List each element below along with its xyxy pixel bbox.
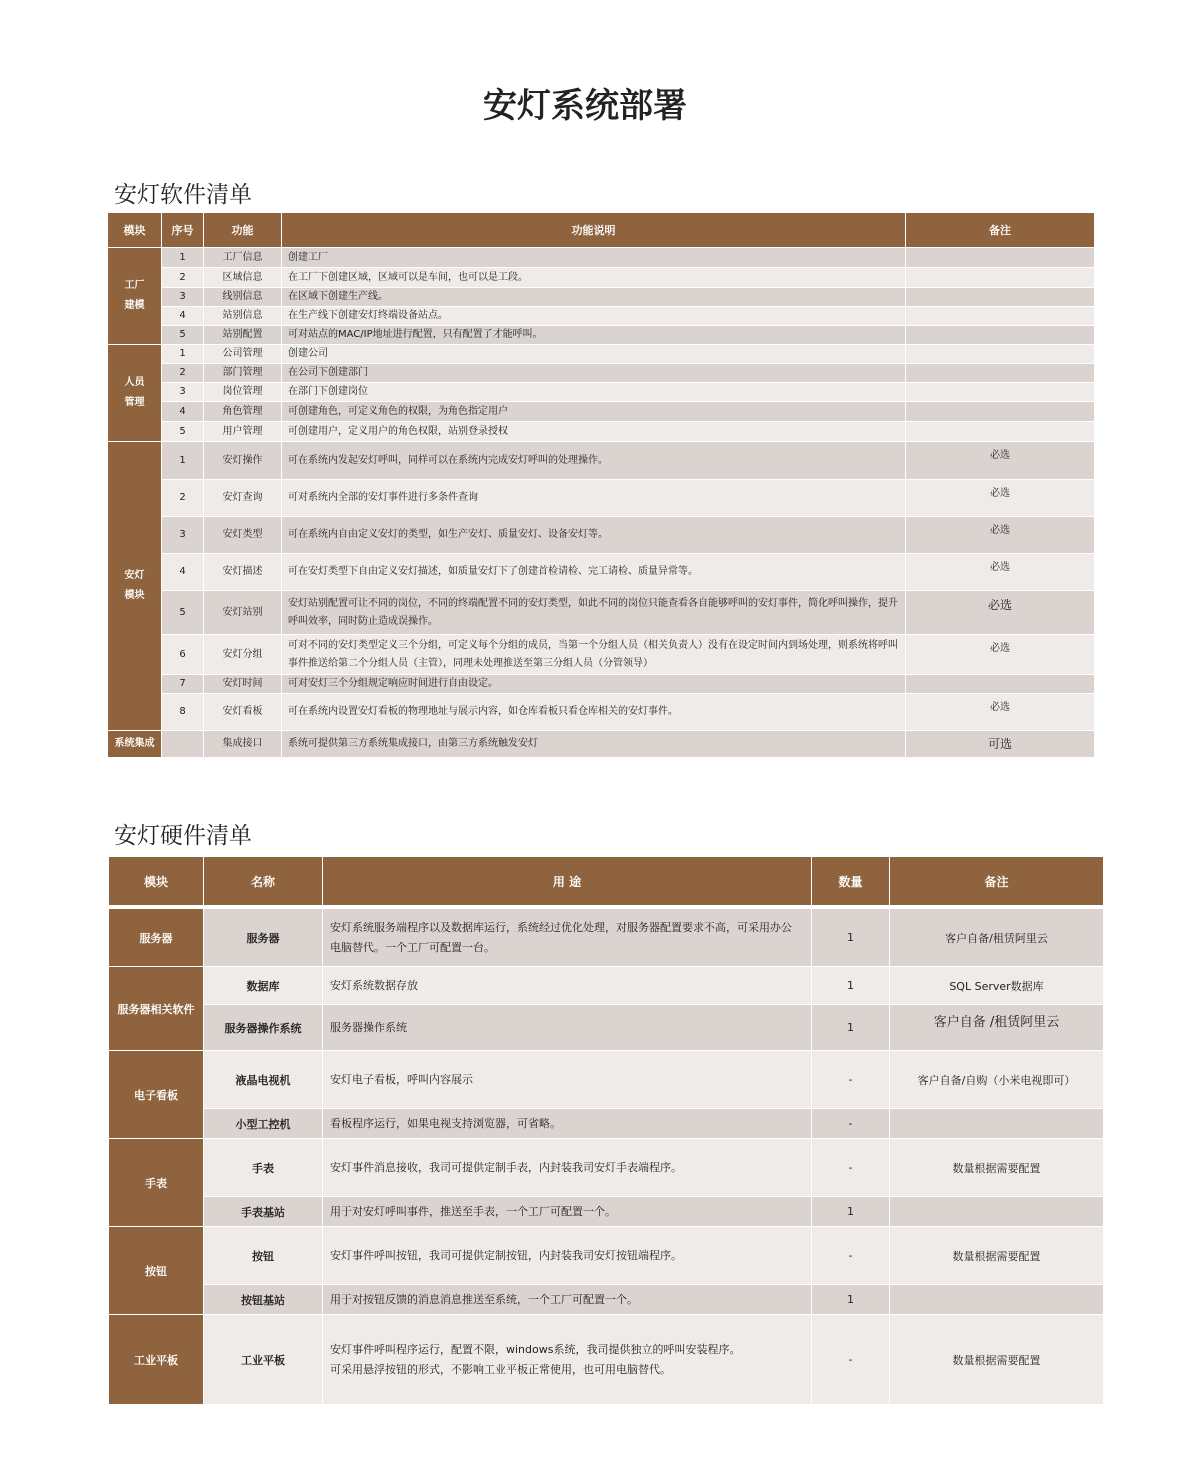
row-qty: 1	[812, 1197, 890, 1227]
row-note: 数量根据需要配置	[890, 1227, 1104, 1285]
table-row	[109, 1051, 1104, 1109]
row-desc: 安灯站别配置可让不同的岗位，不同的终端配置不同的安灯类型，如此不同的岗位只能查看各自能够呼叫的安灯事件，简化呼叫操作，提升呼叫效率，同时防止造成误操作。	[282, 591, 906, 635]
page-title: 安灯系统部署	[483, 86, 687, 126]
row-desc: 可在安灯类型下自由定义安灯描述，如质量安灯下了创建首检请检、完工请检、质量异常等。	[282, 554, 906, 591]
row-qty: -	[812, 1139, 890, 1197]
row-use: 看板程序运行，如果电视支持浏览器，可省略。	[323, 1109, 812, 1139]
row-func: 安灯描述	[204, 554, 282, 591]
row-name: 按钮	[204, 1227, 323, 1285]
module-label: 工厂	[124, 280, 145, 291]
row-use: 安灯系统数据存放	[323, 967, 812, 1005]
hardware-table	[108, 856, 1104, 1405]
row-use	[323, 1315, 812, 1405]
row-note: 客户自备/自购（小米电视即可）	[890, 1051, 1104, 1109]
row-desc: 可创建用户，定义用户的角色权限，站别登录授权	[282, 422, 906, 442]
row-desc: 创建公司	[282, 345, 906, 364]
row-use: 安灯事件呼叫按钮，我司可提供定制按钮，内封装我司安灯按钮端程序。	[323, 1227, 812, 1285]
use-line: 安灯事件呼叫程序运行，配置不限，windows系统，我司提供独立的呼叫安装程序。	[330, 1342, 741, 1356]
row-note: 必选	[906, 480, 1095, 517]
row-func: 站别配置	[204, 326, 282, 345]
row-name: 数据库	[204, 967, 323, 1005]
row-func: 岗位管理	[204, 383, 282, 402]
table-row	[109, 1005, 1104, 1051]
table-row	[109, 1139, 1104, 1197]
row-note: 必选	[906, 635, 1095, 675]
row-use: 安灯事件消息接收，我司可提供定制手表，内封装我司安灯手表端程序。	[323, 1139, 812, 1197]
use-line: 可采用悬浮按钮的形式，不影响工业平板正常使用，也可用电脑替代。	[330, 1362, 671, 1376]
header-use: 用 途	[323, 857, 812, 906]
row-note: 客户自备/租赁阿里云	[890, 909, 1104, 967]
row-note	[906, 675, 1095, 694]
table-row	[108, 248, 1095, 268]
row-note: 可选	[906, 731, 1095, 758]
row-name: 工业平板	[204, 1315, 323, 1405]
row-no: 3	[162, 288, 204, 307]
module-cell: 电子看板	[109, 1051, 204, 1139]
software-table-header	[108, 213, 1095, 248]
row-note: 必选	[906, 442, 1095, 480]
row-note: 必选	[906, 694, 1095, 731]
row-desc: 在部门下创建岗位	[282, 383, 906, 402]
module-cell: 按钮	[109, 1227, 204, 1315]
row-desc: 可在系统内自由定义安灯的类型，如生产安灯、质量安灯、设备安灯等。	[282, 517, 906, 554]
row-func: 公司管理	[204, 345, 282, 364]
row-no: 2	[162, 364, 204, 383]
row-note	[906, 326, 1095, 345]
software-table	[107, 212, 1095, 758]
row-note	[906, 402, 1095, 422]
use-line: 安灯系统服务端程序以及数据库运行，系统经过优化处理，对服务器配置要求不高，可采用办公	[330, 920, 792, 934]
row-note	[890, 1109, 1104, 1139]
row-no: 1	[162, 442, 204, 480]
table-row	[109, 1197, 1104, 1227]
table-row	[109, 1109, 1104, 1139]
module-cell	[108, 442, 162, 731]
row-name: 按钮基站	[204, 1285, 323, 1315]
row-func: 站别信息	[204, 307, 282, 326]
row-qty: 1	[812, 1285, 890, 1315]
row-func: 安灯分组	[204, 635, 282, 675]
table-row	[108, 694, 1095, 731]
header-module: 模块	[109, 857, 204, 906]
row-desc: 可对不同的安灯类型定义三个分组，可定义每个分组的成员，当第一个分组人员（相关负责人）没有在设定时间内到场处理，则系统将呼叫事件推送给第二个分组人员（主管），同理未处理推送至第三分组人员（分管领导）	[282, 635, 906, 675]
row-use: 服务器操作系统	[323, 1005, 812, 1051]
row-note: 数量根据需要配置	[890, 1315, 1104, 1405]
row-func: 区域信息	[204, 268, 282, 288]
row-desc: 可创建角色，可定义角色的权限，为角色指定用户	[282, 402, 906, 422]
row-name: 手表基站	[204, 1197, 323, 1227]
module-label: 模块	[124, 590, 145, 601]
row-note	[906, 422, 1095, 442]
row-desc: 可在系统内设置安灯看板的物理地址与展示内容，如仓库看板只看仓库相关的安灯事件。	[282, 694, 906, 731]
table-row	[108, 517, 1095, 554]
row-name: 手表	[204, 1139, 323, 1197]
table-row	[109, 909, 1104, 967]
row-desc: 在区域下创建生产线。	[282, 288, 906, 307]
module-label: 管理	[124, 397, 145, 408]
table-row	[108, 364, 1095, 383]
row-note	[890, 1197, 1104, 1227]
module-label: 安灯	[124, 570, 145, 581]
row-no: 6	[162, 635, 204, 675]
row-name: 液晶电视机	[204, 1051, 323, 1109]
module-label: 人员	[124, 377, 145, 388]
table-row	[108, 554, 1095, 591]
use-line: 电脑替代。一个工厂可配置一台。	[330, 940, 495, 954]
row-desc: 可在系统内发起安灯呼叫，同样可以在系统内完成安灯呼叫的处理操作。	[282, 442, 906, 480]
row-no: 2	[162, 480, 204, 517]
row-name: 服务器操作系统	[204, 1005, 323, 1051]
row-func: 安灯查询	[204, 480, 282, 517]
table-row	[109, 967, 1104, 1005]
row-name: 小型工控机	[204, 1109, 323, 1139]
row-desc: 创建工厂	[282, 248, 906, 268]
row-no: 5	[162, 326, 204, 345]
table-row	[108, 422, 1095, 442]
row-no	[162, 731, 204, 758]
row-qty: 1	[812, 967, 890, 1005]
header-name: 名称	[204, 857, 323, 906]
row-note: 数量根据需要配置	[890, 1139, 1104, 1197]
table-row	[109, 1227, 1104, 1285]
row-desc: 系统可提供第三方系统集成接口，由第三方系统触发安灯	[282, 731, 906, 758]
row-func: 线别信息	[204, 288, 282, 307]
row-qty: -	[812, 1109, 890, 1139]
table-row	[108, 442, 1095, 480]
row-desc: 可对系统内全部的安灯事件进行多条件查询	[282, 480, 906, 517]
row-note	[890, 1285, 1104, 1315]
row-qty: -	[812, 1227, 890, 1285]
row-no: 5	[162, 422, 204, 442]
table-row	[108, 345, 1095, 364]
row-func: 安灯看板	[204, 694, 282, 731]
row-note: SQL Server数据库	[890, 967, 1104, 1005]
row-func: 安灯站别	[204, 591, 282, 635]
row-note	[906, 345, 1095, 364]
row-note	[906, 288, 1095, 307]
table-row	[108, 675, 1095, 694]
module-cell: 工业平板	[109, 1315, 204, 1405]
row-note: 必选	[906, 591, 1095, 635]
row-func: 安灯类型	[204, 517, 282, 554]
row-no: 5	[162, 591, 204, 635]
row-qty: 1	[812, 909, 890, 967]
row-func: 部门管理	[204, 364, 282, 383]
row-use: 用于对按钮反馈的消息消息推送至系统，一个工厂可配置一个。	[323, 1285, 812, 1315]
row-no: 8	[162, 694, 204, 731]
module-cell: 服务器相关软件	[109, 967, 204, 1051]
row-note: 客户自备 /租赁阿里云	[890, 1005, 1104, 1051]
table-row	[108, 731, 1095, 758]
row-desc: 在生产线下创建安灯终端设备站点。	[282, 307, 906, 326]
module-cell: 服务器	[109, 909, 204, 967]
table-row	[108, 268, 1095, 288]
row-use	[323, 909, 812, 967]
header-note: 备注	[890, 857, 1104, 906]
row-qty: -	[812, 1315, 890, 1405]
table-row	[108, 635, 1095, 675]
row-note	[906, 383, 1095, 402]
module-cell	[108, 345, 162, 442]
table-row	[108, 288, 1095, 307]
header-note: 备注	[906, 213, 1095, 248]
row-no: 1	[162, 345, 204, 364]
row-no: 4	[162, 554, 204, 591]
row-func: 安灯时间	[204, 675, 282, 694]
row-qty: 1	[812, 1005, 890, 1051]
table-row	[109, 1315, 1104, 1405]
row-note	[906, 268, 1095, 288]
row-use: 安灯电子看板，呼叫内容展示	[323, 1051, 812, 1109]
module-cell	[108, 248, 162, 345]
table-row	[108, 591, 1095, 635]
hardware-list-title: 安灯硬件清单	[114, 823, 252, 849]
row-note: 必选	[906, 554, 1095, 591]
hardware-table-header	[109, 857, 1104, 906]
row-note	[906, 307, 1095, 326]
row-func: 安灯操作	[204, 442, 282, 480]
row-no: 3	[162, 383, 204, 402]
row-qty: -	[812, 1051, 890, 1109]
row-no: 4	[162, 402, 204, 422]
table-row	[109, 1285, 1104, 1315]
table-row	[108, 326, 1095, 345]
row-desc: 可对安灯三个分组规定响应时间进行自由设定。	[282, 675, 906, 694]
header-module: 模块	[108, 213, 162, 248]
module-cell: 手表	[109, 1139, 204, 1227]
row-desc: 在公司下创建部门	[282, 364, 906, 383]
software-list-title: 安灯软件清单	[114, 182, 252, 208]
table-row	[108, 383, 1095, 402]
row-no: 3	[162, 517, 204, 554]
header-desc: 功能说明	[282, 213, 906, 248]
row-note	[906, 248, 1095, 268]
header-qty: 数量	[812, 857, 890, 906]
row-func: 用户管理	[204, 422, 282, 442]
row-desc: 可对站点的MAC/IP地址进行配置，只有配置了才能呼叫。	[282, 326, 906, 345]
table-row	[108, 307, 1095, 326]
row-no: 7	[162, 675, 204, 694]
row-no: 1	[162, 248, 204, 268]
row-func: 集成接口	[204, 731, 282, 758]
header-func: 功能	[204, 213, 282, 248]
row-use: 用于对安灯呼叫事件，推送至手表，一个工厂可配置一个。	[323, 1197, 812, 1227]
header-no: 序号	[162, 213, 204, 248]
row-no: 4	[162, 307, 204, 326]
module-cell: 系统集成	[108, 731, 162, 758]
row-note: 必选	[906, 517, 1095, 554]
table-row	[108, 480, 1095, 517]
table-row	[108, 402, 1095, 422]
row-func: 工厂信息	[204, 248, 282, 268]
row-note	[906, 364, 1095, 383]
row-func: 角色管理	[204, 402, 282, 422]
row-name: 服务器	[204, 909, 323, 967]
row-no: 2	[162, 268, 204, 288]
row-desc: 在工厂下创建区域，区域可以是车间，也可以是工段。	[282, 268, 906, 288]
module-label: 建模	[124, 300, 145, 311]
